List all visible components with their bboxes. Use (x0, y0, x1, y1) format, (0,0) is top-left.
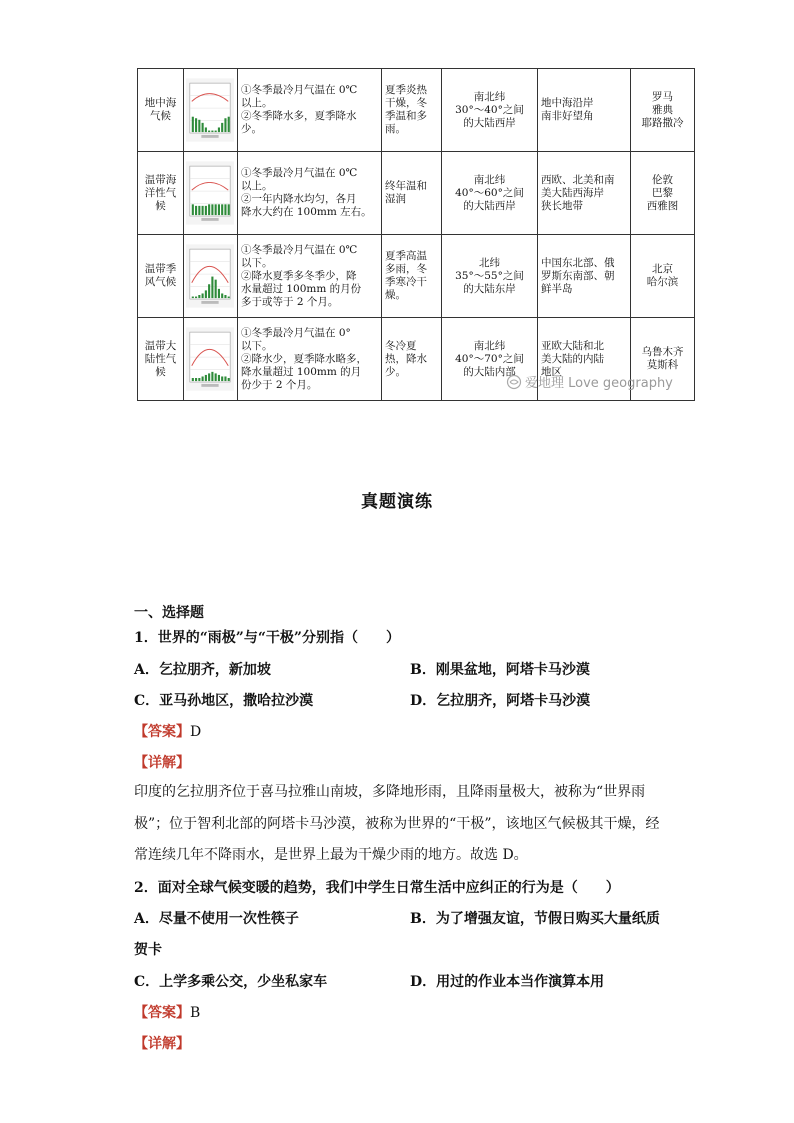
answer-tag: 【答案】 (134, 724, 190, 740)
climate-season-text: 终年温和 湿润 (385, 180, 427, 205)
climate-cities (631, 235, 695, 318)
climate-features-text: ①冬季最冷月气温在 0℃ 以下。 ②降水夏季多冬季少，降 水量超过 100mm 的月份 多于或等于 2 个月。 (241, 243, 362, 308)
climate-chart-icon (186, 243, 234, 309)
q1-answer-value: D (190, 724, 202, 740)
part-heading: 一、选择题 (134, 605, 204, 621)
q2-answer (134, 1003, 200, 1023)
wechat-icon (506, 374, 522, 390)
climate-location-text: 南北纬 40°～60°之间 的大陆西岸 (455, 173, 524, 212)
climate-season (382, 318, 442, 401)
climate-features-text: ①冬季最冷月气温在 0℃ 以上。 ②冬季降水多，夏季降水 少。 (241, 84, 358, 135)
climate-cities (631, 69, 695, 152)
climate-name-text: 温带大 陆性气 候 (144, 339, 177, 378)
climate-season (382, 152, 442, 235)
q2-stem: 2．面对全球气候变暖的趋势，我们中学生日常生活中应纠正的行为是（ ） (134, 880, 620, 896)
watermark (506, 372, 673, 391)
climate-location (442, 235, 538, 318)
climate-chart-thumb (184, 69, 238, 152)
climate-name-text: 温带季 风气候 (144, 263, 177, 288)
q2-option-d: D．用过的作业本当作演算本用 (410, 974, 605, 990)
q1-answer (134, 722, 201, 742)
section-title: 真题演练 (361, 492, 433, 512)
climate-cities-text: 乌鲁木齐 莫斯科 (641, 346, 684, 371)
q1-option-d: D．乞拉朋齐，阿塔卡马沙漠 (410, 693, 591, 709)
climate-cities-text: 罗马 雅典 耶路撒冷 (641, 90, 684, 129)
climate-regions (538, 69, 631, 152)
q2-option-c: C．上学多乘公交，少坐私家车 (134, 974, 328, 990)
climate-features (238, 235, 382, 318)
climate-features (238, 69, 382, 152)
climate-name-text: 温带海 洋性气 候 (144, 173, 177, 212)
q2-option-b: B．为了增强友谊，节假日购买大量纸质 (410, 911, 660, 927)
climate-chart-icon (186, 160, 234, 226)
climate-name-text: 地中海 气候 (144, 97, 177, 122)
q1-option-c: C．亚马孙地区，撒哈拉沙漠 (134, 693, 314, 709)
climate-season-text: 夏季炎热 干燥，冬 季温和多 雨。 (385, 84, 427, 135)
climate-name (138, 152, 184, 235)
climate-chart-thumb (184, 318, 238, 401)
climate-features (238, 152, 382, 235)
climate-chart-icon (186, 326, 234, 392)
q2-option-b-continued: 贺卡 (134, 942, 162, 958)
climate-name (138, 318, 184, 401)
climate-name (138, 235, 184, 318)
climate-regions-text: 西欧、北美和南 美大陆西海岸 狭长地带 (541, 173, 615, 212)
climate-regions (538, 152, 631, 235)
climate-season-text: 冬冷夏 热，降水 少。 (385, 339, 427, 378)
q1-option-a: A．乞拉朋齐，新加坡 (134, 662, 271, 678)
climate-regions-text: 地中海沿岸 南非好望角 (541, 97, 594, 122)
table-row (138, 69, 695, 152)
climate-cities (631, 152, 695, 235)
climate-features-text: ①冬季最冷月气温在 0℃ 以上。 ②一年内降水均匀，各月 降水大约在 100mm 左右。 (241, 167, 372, 218)
climate-chart-thumb (184, 235, 238, 318)
climate-location-text: 南北纬 30°～40°之间 的大陆西岸 (455, 90, 524, 129)
climate-features (238, 318, 382, 401)
q1-stem: 1．世界的“雨极”与“干极”分别指（ ） (134, 630, 400, 646)
climate-regions (538, 235, 631, 318)
climate-season-text: 夏季高温 多雨，冬 季寒冷干 燥。 (385, 250, 427, 301)
climate-location-text: 北纬 35°～55°之间 的大陆东岸 (455, 256, 524, 295)
climate-season (382, 235, 442, 318)
answer-tag: 【答案】 (134, 1005, 190, 1021)
climate-regions-text: 中国东北部、俄 罗斯东南部、朝 鲜半岛 (541, 256, 615, 295)
climate-location-text: 南北纬 40°～70°之间 的大陆内部 (455, 339, 524, 378)
table-row (138, 235, 695, 318)
climate-location (442, 69, 538, 152)
q2-answer-value: B (190, 1005, 201, 1021)
table-row (138, 152, 695, 235)
climate-season (382, 69, 442, 152)
climate-cities-text: 北京 哈尔滨 (646, 263, 679, 288)
climate-table (137, 68, 695, 401)
climate-name (138, 69, 184, 152)
climate-chart-thumb (184, 152, 238, 235)
q2-detail-tag: 【详解】 (134, 1036, 190, 1052)
q1-option-b: B．刚果盆地，阿塔卡马沙漠 (410, 662, 590, 678)
watermark-text: 爱地理 Love geography (525, 376, 673, 391)
climate-chart-icon (186, 77, 234, 143)
q1-detail-tag: 【详解】 (134, 755, 190, 771)
q2-option-a: A．尽量不使用一次性筷子 (134, 911, 299, 927)
climate-regions-text: 亚欧大陆和北 美大陆的内陆 地区 (541, 339, 604, 378)
climate-cities-text: 伦敦 巴黎 西雅图 (646, 173, 679, 212)
q1-explanation: 印度的乞拉朋齐位于喜马拉雅山南坡，多降地形雨，且降雨量极大，被称为“世界雨极”；位于智利北部的阿塔卡马沙漠，被称为世界的“干极”，该地区气候极其干燥，经常连续几年不降雨水，是世界上最为干燥少雨的地方。故选 D。 (134, 784, 660, 863)
climate-features-text: ①冬季最冷月气温在 0° 以下。 ②降水少，夏季降水略多， 降水量超过 100mm 的月 份少于 2 个月。 (241, 326, 367, 391)
climate-location (442, 152, 538, 235)
